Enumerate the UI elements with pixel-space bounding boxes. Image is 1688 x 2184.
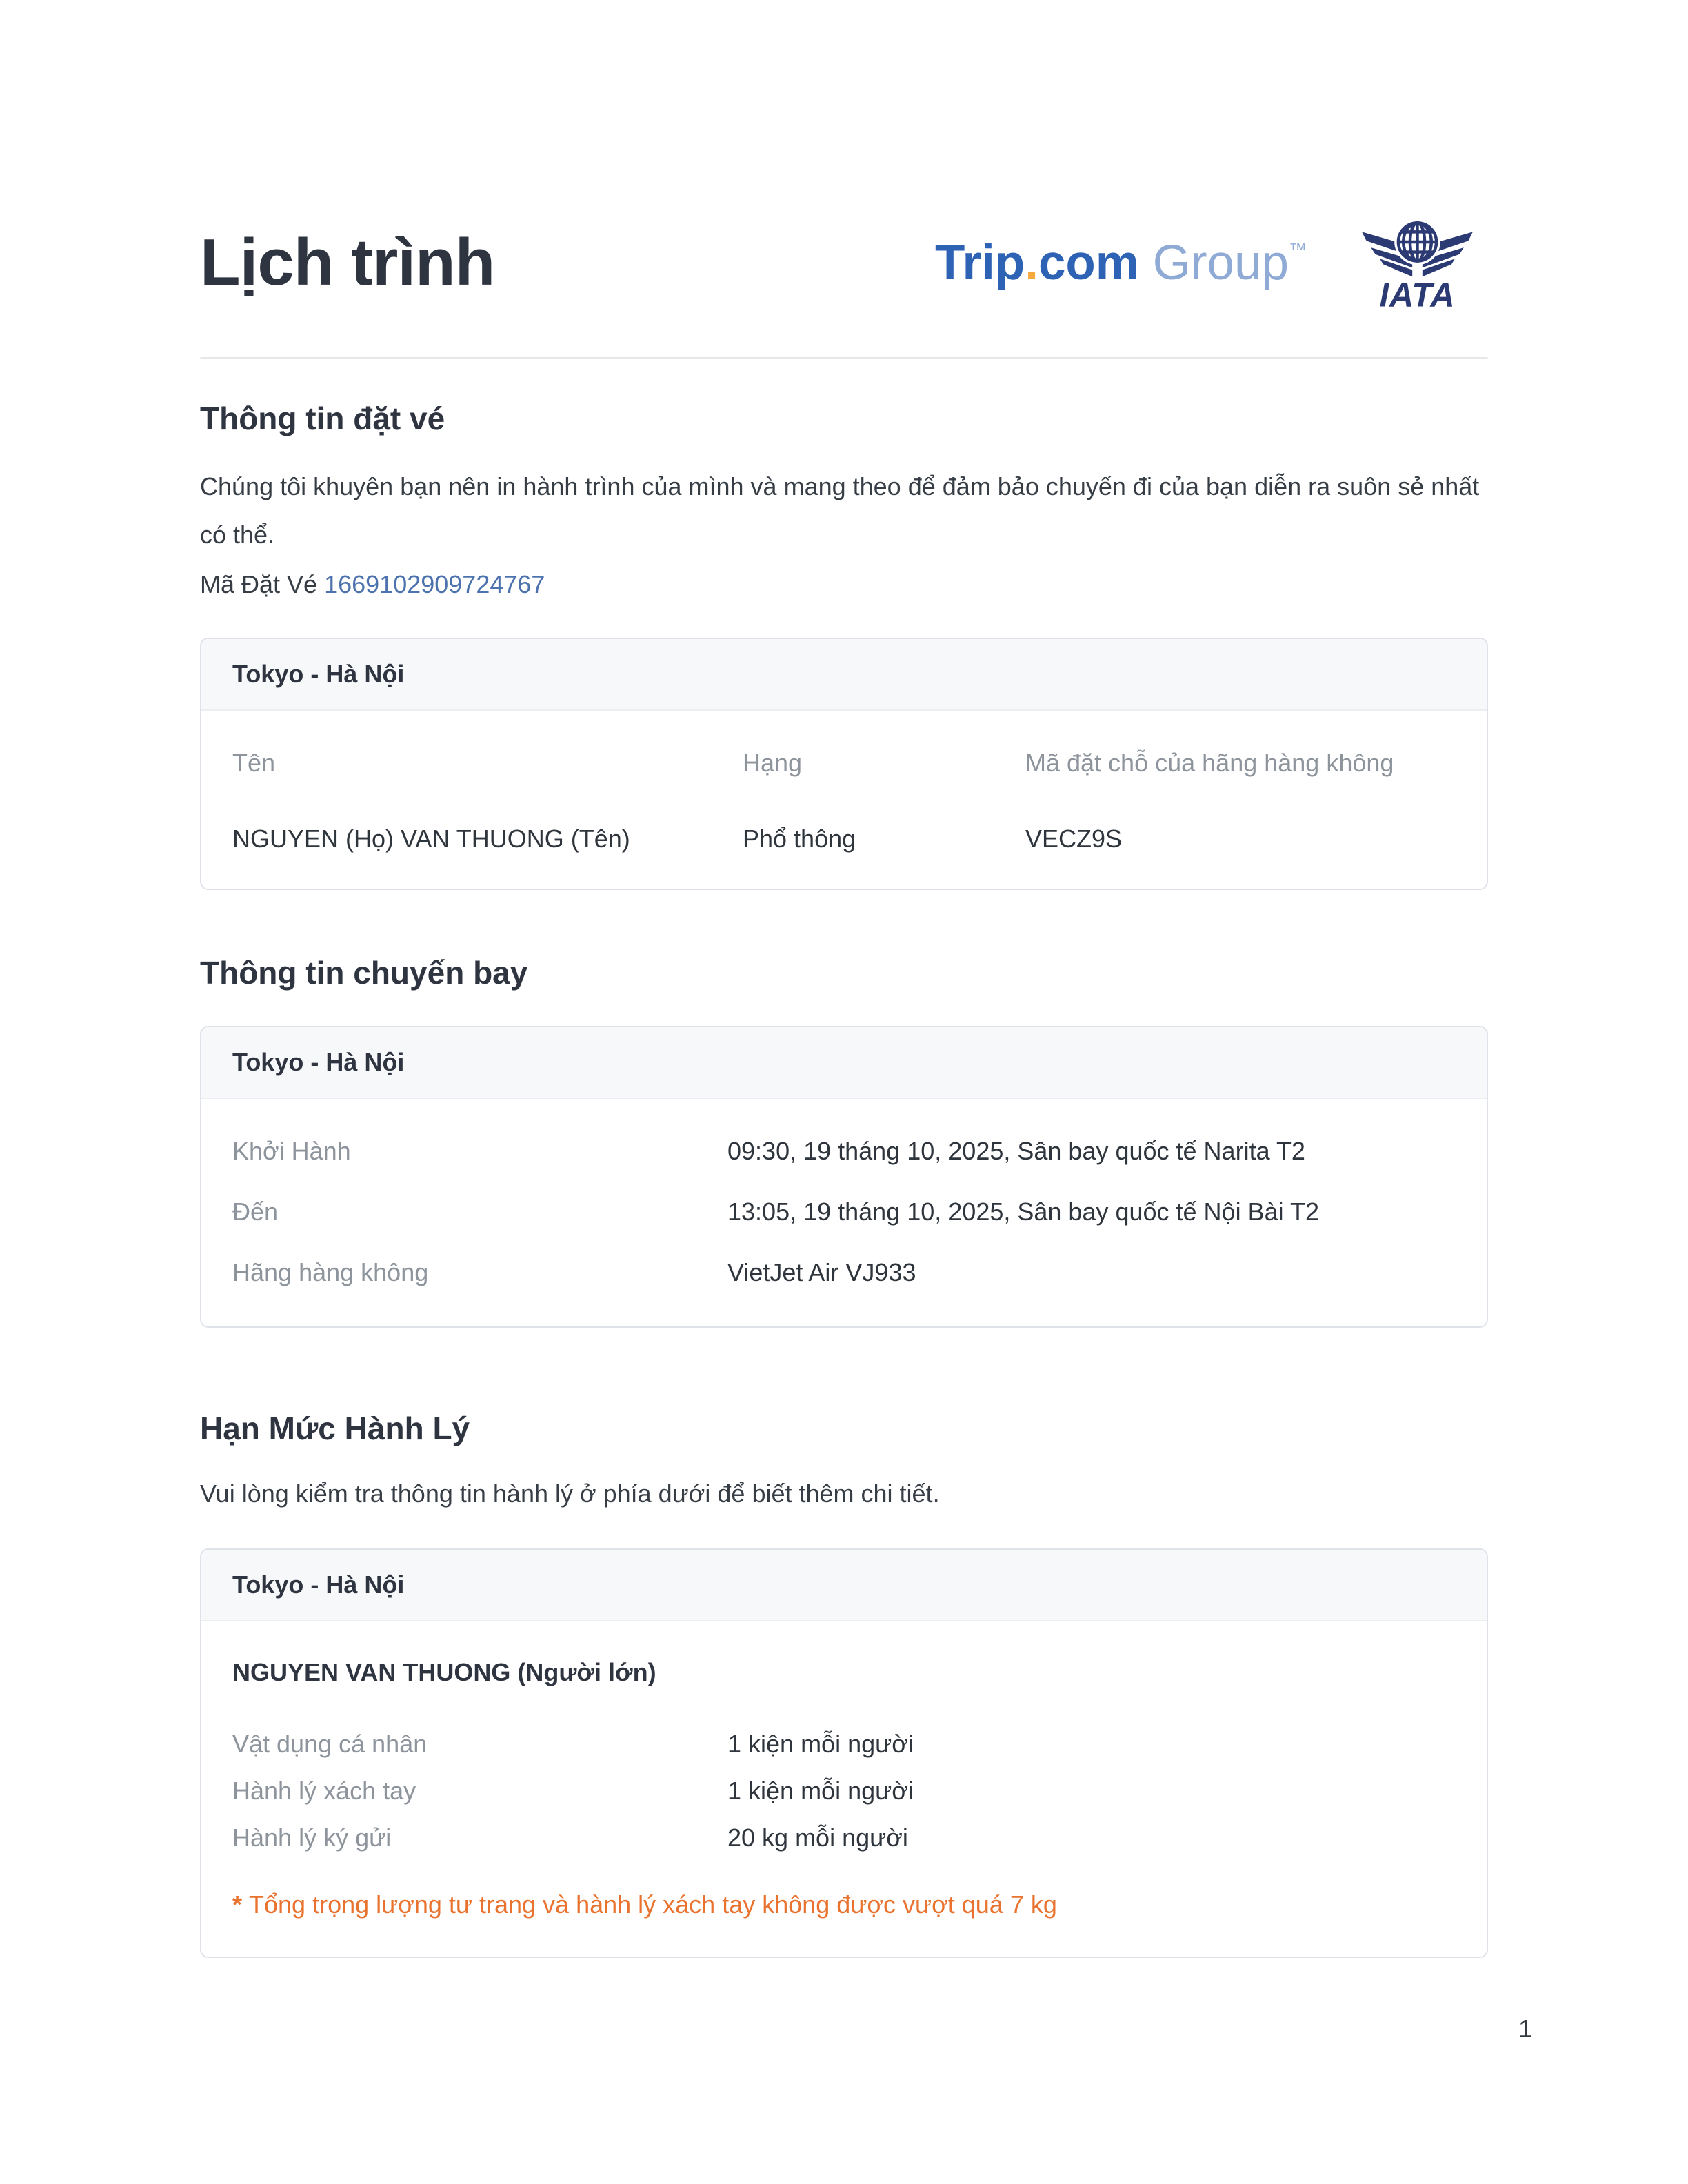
baggage-row-carry-on <box>232 1775 1456 1808</box>
trip-logo-com: com <box>1038 235 1139 290</box>
iata-logo-text: IATA <box>1379 276 1456 310</box>
trip-logo-trip: Trip <box>935 235 1025 290</box>
baggage-card-body <box>201 1621 1487 1957</box>
column-header-name: Tên <box>232 748 276 777</box>
booking-code-link[interactable]: 1669102909724767 <box>324 569 545 598</box>
brand-logos <box>935 215 1488 310</box>
personal-item-value: 1 kiện mỗi người <box>727 1729 914 1758</box>
passenger-name-cell: NGUYEN (Họ) VAN THUONG (Tên) <box>232 824 630 853</box>
booking-section-heading: Thông tin đặt vé <box>200 401 445 436</box>
baggage-warning <box>232 1888 1456 1922</box>
globe-icon <box>1398 223 1436 261</box>
airline-value: VietJet Air VJ933 <box>727 1258 916 1286</box>
flight-row-airline <box>232 1256 1456 1289</box>
flight-section-heading: Thông tin chuyến bay <box>200 954 528 991</box>
warning-asterisk: * <box>232 1890 243 1919</box>
trip-logo-dot: . <box>1025 235 1038 290</box>
baggage-row-checked <box>232 1821 1456 1854</box>
trip-com-group-logo <box>935 235 1307 290</box>
booking-card-route: Tokyo - Hà Nội <box>201 639 1487 711</box>
page-number: 1 <box>1518 2014 1532 2043</box>
baggage-section-heading: Hạn Mức Hành Lý <box>200 1410 470 1446</box>
arrival-value: 13:05, 19 tháng 10, 2025, Sân bay quốc tế Nội Bài T2 <box>727 1197 1319 1226</box>
booking-code-label: Mã Đặt Vé <box>200 569 318 598</box>
departure-label: Khởi Hành <box>232 1137 351 1165</box>
carry-on-value: 1 kiện mỗi người <box>727 1776 914 1805</box>
checked-baggage-value: 20 kg mỗi người <box>727 1823 908 1852</box>
iata-logo-icon <box>1347 215 1488 310</box>
booking-card-body <box>201 711 1487 889</box>
trademark-symbol: ™ <box>1289 239 1307 260</box>
baggage-passenger-name: NGUYEN VAN THUONG (Người lớn) <box>232 1657 656 1686</box>
booking-code-line <box>200 563 1488 606</box>
flight-card-route: Tokyo - Hà Nội <box>201 1027 1487 1099</box>
personal-item-label: Vật dụng cá nhân <box>232 1729 428 1758</box>
baggage-card <box>200 1548 1488 1958</box>
baggage-row-personal-item <box>232 1728 1456 1761</box>
baggage-note: Vui lòng kiểm tra thông tin hành lý ở phía dưới để biết thêm chi tiết. <box>200 1479 940 1508</box>
document-content <box>200 0 1488 1958</box>
airline-pnr-cell: VECZ9S <box>1025 824 1123 853</box>
column-header-class: Hạng <box>743 748 803 777</box>
flight-row-departure <box>232 1135 1456 1168</box>
page-title: Lịch trình <box>200 225 495 299</box>
flight-card-body <box>201 1099 1487 1326</box>
carry-on-label: Hành lý xách tay <box>232 1776 416 1805</box>
booking-card <box>200 638 1488 890</box>
trip-logo-group: Group <box>1138 235 1289 290</box>
checked-baggage-label: Hành lý ký gửi <box>232 1823 392 1852</box>
booking-note: Chúng tôi khuyên bạn nên in hành trình của mình và mang theo để đảm bảo chuyến đi của bạn diễn ra suôn sẻ nhất có thể. <box>200 472 1480 549</box>
arrival-label: Đến <box>232 1197 279 1226</box>
baggage-card-route: Tokyo - Hà Nội <box>201 1550 1487 1621</box>
departure-value: 09:30, 19 tháng 10, 2025, Sân bay quốc tế Narita T2 <box>727 1137 1305 1165</box>
cabin-class-cell: Phổ thông <box>743 824 856 853</box>
warning-text: Tổng trọng lượng tư trang và hành lý xách tay không được vượt quá 7 kg <box>249 1890 1057 1919</box>
airline-label: Hãng hàng không <box>232 1258 429 1286</box>
flight-row-arrival <box>232 1195 1456 1228</box>
flight-card <box>200 1026 1488 1328</box>
column-header-pnr: Mã đặt chỗ của hãng hàng không <box>1025 748 1394 777</box>
header-divider <box>200 357 1488 359</box>
passenger-table <box>232 747 1456 856</box>
document-header <box>200 215 1488 310</box>
